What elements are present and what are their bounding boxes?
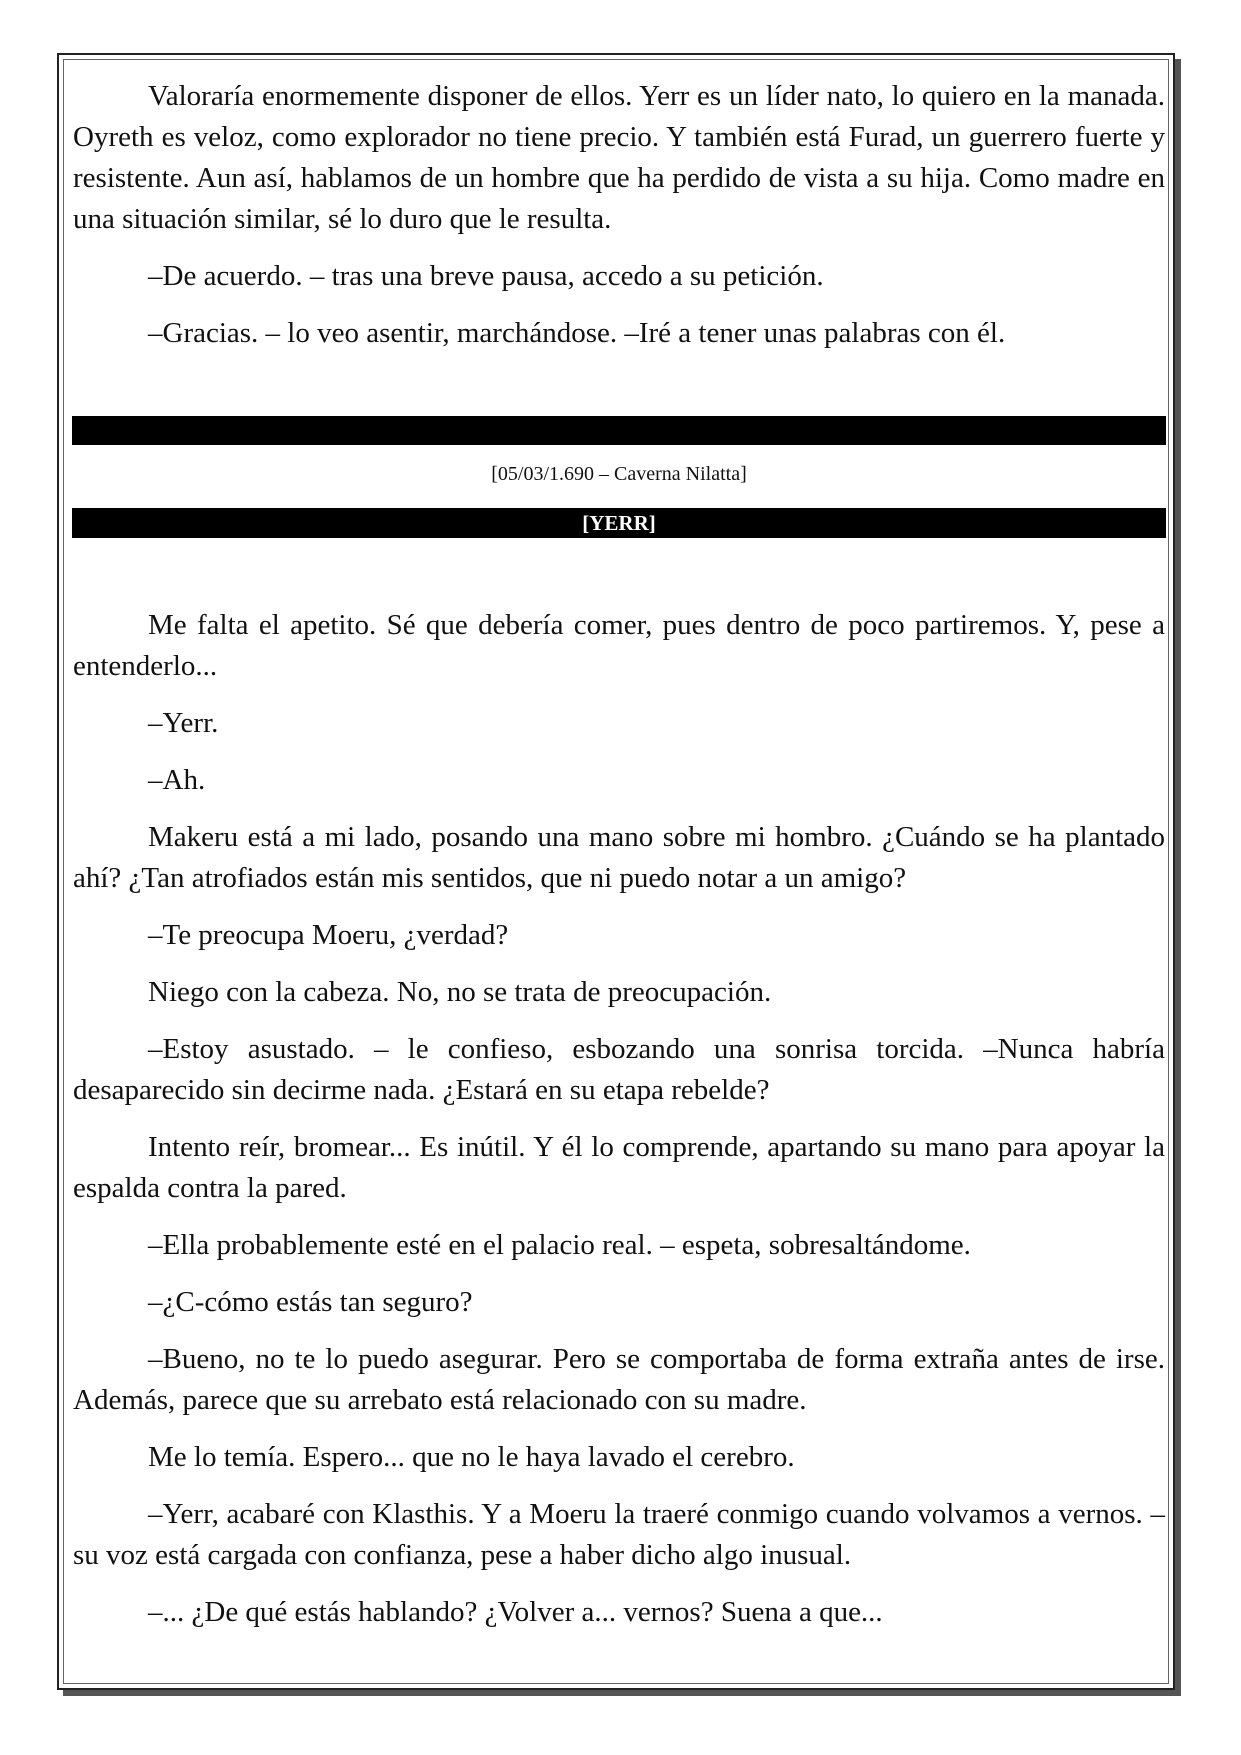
scene-date-location: [05/03/1.690 – Caverna Nilatta] xyxy=(491,463,747,485)
paragraph: –Ah. xyxy=(148,764,206,796)
paragraph: Me lo temía. Espero... que no le haya lavado el cerebro. xyxy=(148,1441,795,1473)
paragraph: –Yerr. xyxy=(148,707,219,739)
scene-separator-bar xyxy=(72,416,1166,445)
paragraph: –... ¿De qué estás hablando? ¿Volver a... vernos? Suena a que... xyxy=(148,1596,883,1628)
paragraph: Intento reír, bromear... Es inútil. Y él lo comprende, apartando su mano para apoyar la espalda contra la pared. xyxy=(73,1131,1165,1204)
paragraph: Niego con la cabeza. No, no se trata de preocupación. xyxy=(148,976,772,1008)
paragraph: –Ella probablemente esté en el palacio real. – espeta, sobresaltándome. xyxy=(148,1229,971,1261)
paragraph: Me falta el apetito. Sé que debería comer, pues dentro de poco partiremos. Y, pese a entenderlo... xyxy=(73,609,1165,682)
paragraph: –Estoy asustado. – le confieso, esbozando una sonrisa torcida. –Nunca habría desaparecido sin decirme nada. ¿Estará en su etapa rebelde? xyxy=(73,1033,1165,1106)
paragraph: –Te preocupa Moeru, ¿verdad? xyxy=(148,919,509,951)
paragraph: Makeru está a mi lado, posando una mano sobre mi hombro. ¿Cuándo se ha plantado ahí? ¿Tan atrofiados están mis sentidos, que ni puedo notar a un amigo? xyxy=(73,821,1165,894)
paragraph: –Bueno, no te lo puedo asegurar. Pero se comportaba de forma extraña antes de irse. Además, parece que su arrebato está relacionado con su madre. xyxy=(73,1343,1165,1416)
bottom-paragraphs xyxy=(73,605,1165,1649)
top-paragraphs xyxy=(73,76,1165,370)
paragraph: –Yerr, acabaré con Klasthis. Y a Moeru la traeré conmigo cuando volvamos a vernos. – su voz está cargada con confianza, pese a haber dicho algo inusual. xyxy=(73,1498,1165,1571)
paragraph: –Gracias. – lo veo asentir, marchándose. –Iré a tener unas palabras con él. xyxy=(148,317,1006,349)
paragraph: Valoraría enormemente disponer de ellos. Yerr es un líder nato, lo quiero en la manada. Oyreth es veloz, como explorador no tiene precio. Y también está Furad, un guerrero fuerte y resistente. Aun así, hablamos de un hombre que ha perdido de vista a su hija. Como madre en una situación similar, sé lo duro que le resulta. xyxy=(73,80,1165,235)
pov-character-bar: [YERR] xyxy=(72,508,1166,538)
paragraph: –¿C-cómo estás tan seguro? xyxy=(148,1286,473,1318)
paragraph: –De acuerdo. – tras una breve pausa, accedo a su petición. xyxy=(148,260,824,292)
